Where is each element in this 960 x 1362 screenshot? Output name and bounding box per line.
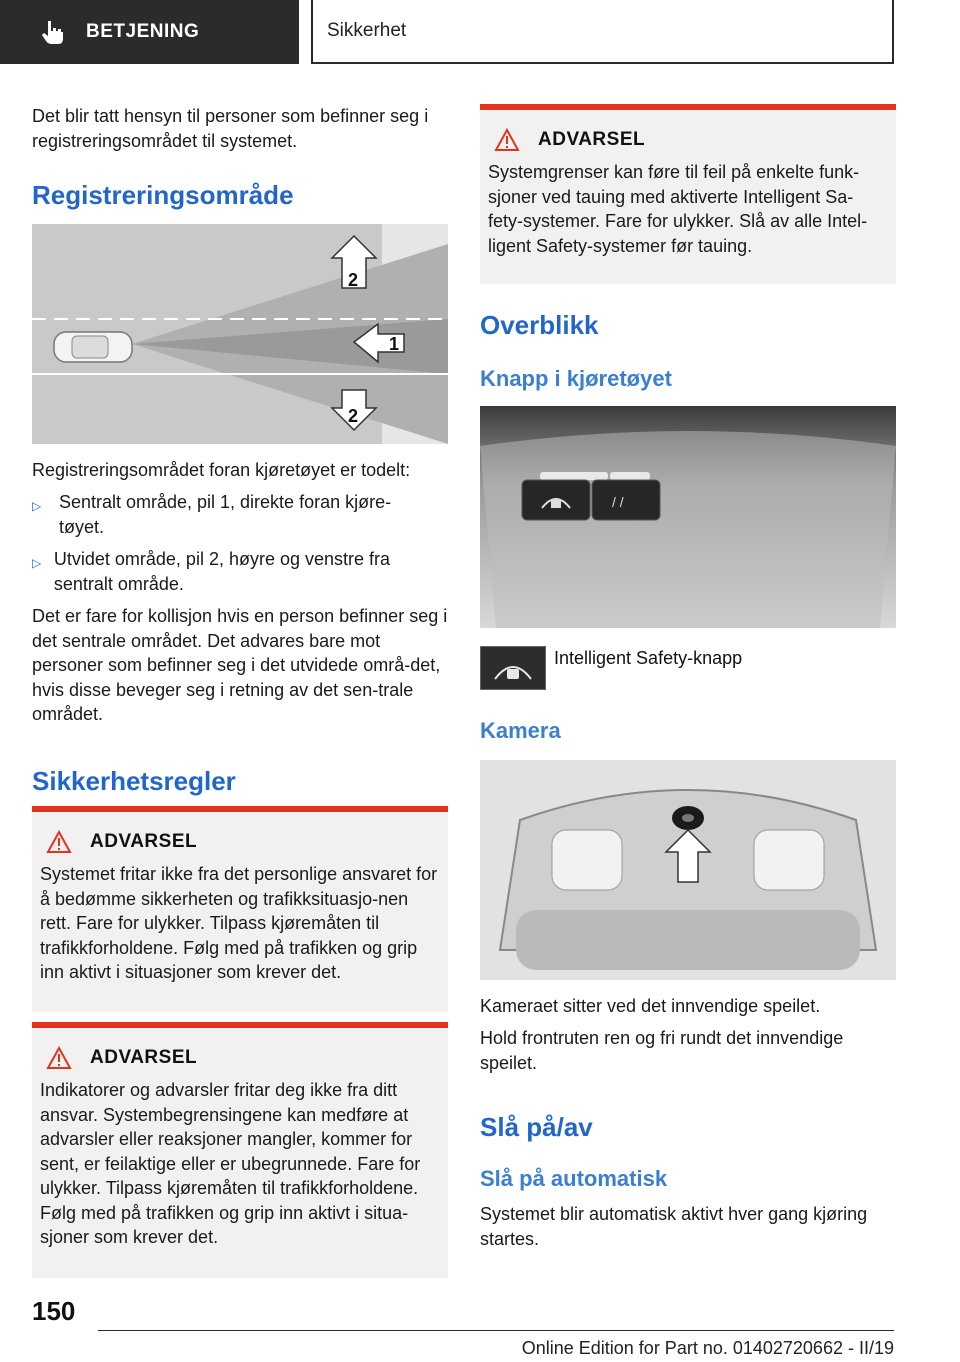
chapter-tab — [0, 0, 299, 64]
warning-box-3 — [480, 104, 896, 284]
svg-text:/ /: / / — [612, 494, 624, 510]
warning-title-text: ADVARSEL — [90, 831, 198, 852]
diagram-label-1: 1 — [389, 334, 400, 354]
heading-kamera: Kamera — [480, 718, 561, 743]
detection-area-illustration — [32, 224, 448, 444]
chapter-label: BETJENING — [86, 21, 200, 42]
kamera-text-2: Hold frontruten ren og fri rundt det innvendige speilet. — [480, 1028, 844, 1073]
button-photo — [480, 406, 896, 628]
heading-knapp: Knapp i kjøretøyet — [480, 366, 672, 391]
heading-slaa-paa-automatisk: Slå på automatisk — [480, 1166, 668, 1191]
camera-photo — [480, 760, 896, 980]
footer-divider — [98, 1330, 894, 1331]
footer-edition: Online Edition for Part no. 01402720662 - II/19 — [521, 1338, 894, 1358]
bullet-text: Utvidet område, pil 2, høyre og venstre fra sentralt område. — [53, 549, 391, 594]
heading-slaa-paa-av: Slå på/av — [480, 1112, 593, 1142]
warning-triangle-icon — [46, 830, 72, 854]
warning-title — [46, 830, 440, 854]
button-panel-illustration — [480, 406, 896, 628]
diagram-label-2-top: 2 — [348, 270, 359, 290]
triangle-bullet-icon: ▷ — [32, 499, 42, 513]
registrering-text: Registreringsområdet foran kjøretøyet er todelt: — [32, 460, 411, 480]
warning-text: Indikatorer og advarsler fritar deg ikke fra ditt ansvar. Systembegrensingene kan medføre at advarsler eller reaksjoner mangler, kommer for sent, er feilaktige eller er ubegrunnede. Fare for ulykker. Tilpass kjøremåten til trafikkforholdene. Følg med på trafikken og grip inn aktivt i situa-sjoner som krever det. — [40, 1080, 421, 1247]
warning-title-text: ADVARSEL — [538, 129, 646, 150]
list-item — [32, 490, 422, 539]
hand-pointer-icon — [38, 17, 68, 47]
detection-area-diagram — [32, 224, 448, 444]
section-title: Sikkerhet — [311, 0, 894, 64]
heading-sikkerhetsregler: Sikkerhetsregler — [32, 766, 236, 796]
camera-location-illustration — [480, 760, 896, 980]
triangle-bullet-icon: ▷ — [32, 556, 42, 570]
diagram-label-2-bottom: 2 — [348, 406, 359, 426]
warning-text: Systemgrenser kan føre til feil på enkelte funk-sjoner ved tauing med aktiverte Intelligent Sa-fety-systemer. Fare for ulykker. Slå av alle Intel-ligent Safety-systemer før tauing. — [488, 162, 868, 256]
slaa-text: Systemet blir automatisk aktivt hver gang kjøring startes. — [480, 1204, 868, 1249]
button-caption: Intelligent Safety-knapp — [554, 648, 743, 668]
warning-triangle-icon — [494, 128, 520, 152]
warning-text: Systemet fritar ikke fra det personlige ansvaret for å bedømme sikkerheten og trafikksituasjo-nen rett. Fare for ulykker. Tilpass kjøremåten til trafikkforholdene. Følg med på trafikken og grip inn aktivt i situasjoner som krever det. — [40, 864, 438, 982]
heading-registreringsomraade: Registreringsområde — [32, 180, 294, 210]
warning-triangle-icon — [46, 1046, 72, 1070]
heading-overblikk: Overblikk — [480, 310, 599, 340]
warning-title-text: ADVARSEL — [90, 1047, 198, 1068]
intro-paragraph: Det blir tatt hensyn til personer som befinner seg i registreringsområdet til systemet. — [32, 106, 429, 151]
kamera-text-1: Kameraet sitter ved det innvendige speilet. — [480, 996, 821, 1016]
list-item — [32, 547, 422, 596]
fare-paragraph: Det er fare for kollisjon hvis en person befinner seg i det sentrale området. Det advares bare mot personer som befinner seg i det utvidede områ-det, hvis disse beveger seg i retning av det sen-trale området. — [32, 606, 448, 724]
page-number: 150 — [32, 1296, 76, 1326]
warning-title — [46, 1046, 440, 1070]
intelligent-safety-button-icon — [480, 646, 546, 690]
warning-box-2 — [32, 1022, 448, 1278]
warning-box-1 — [32, 806, 448, 1012]
bullet-text: Sentralt område, pil 1, direkte foran kjøre-tøyet. — [58, 492, 392, 537]
warning-title — [494, 128, 888, 152]
